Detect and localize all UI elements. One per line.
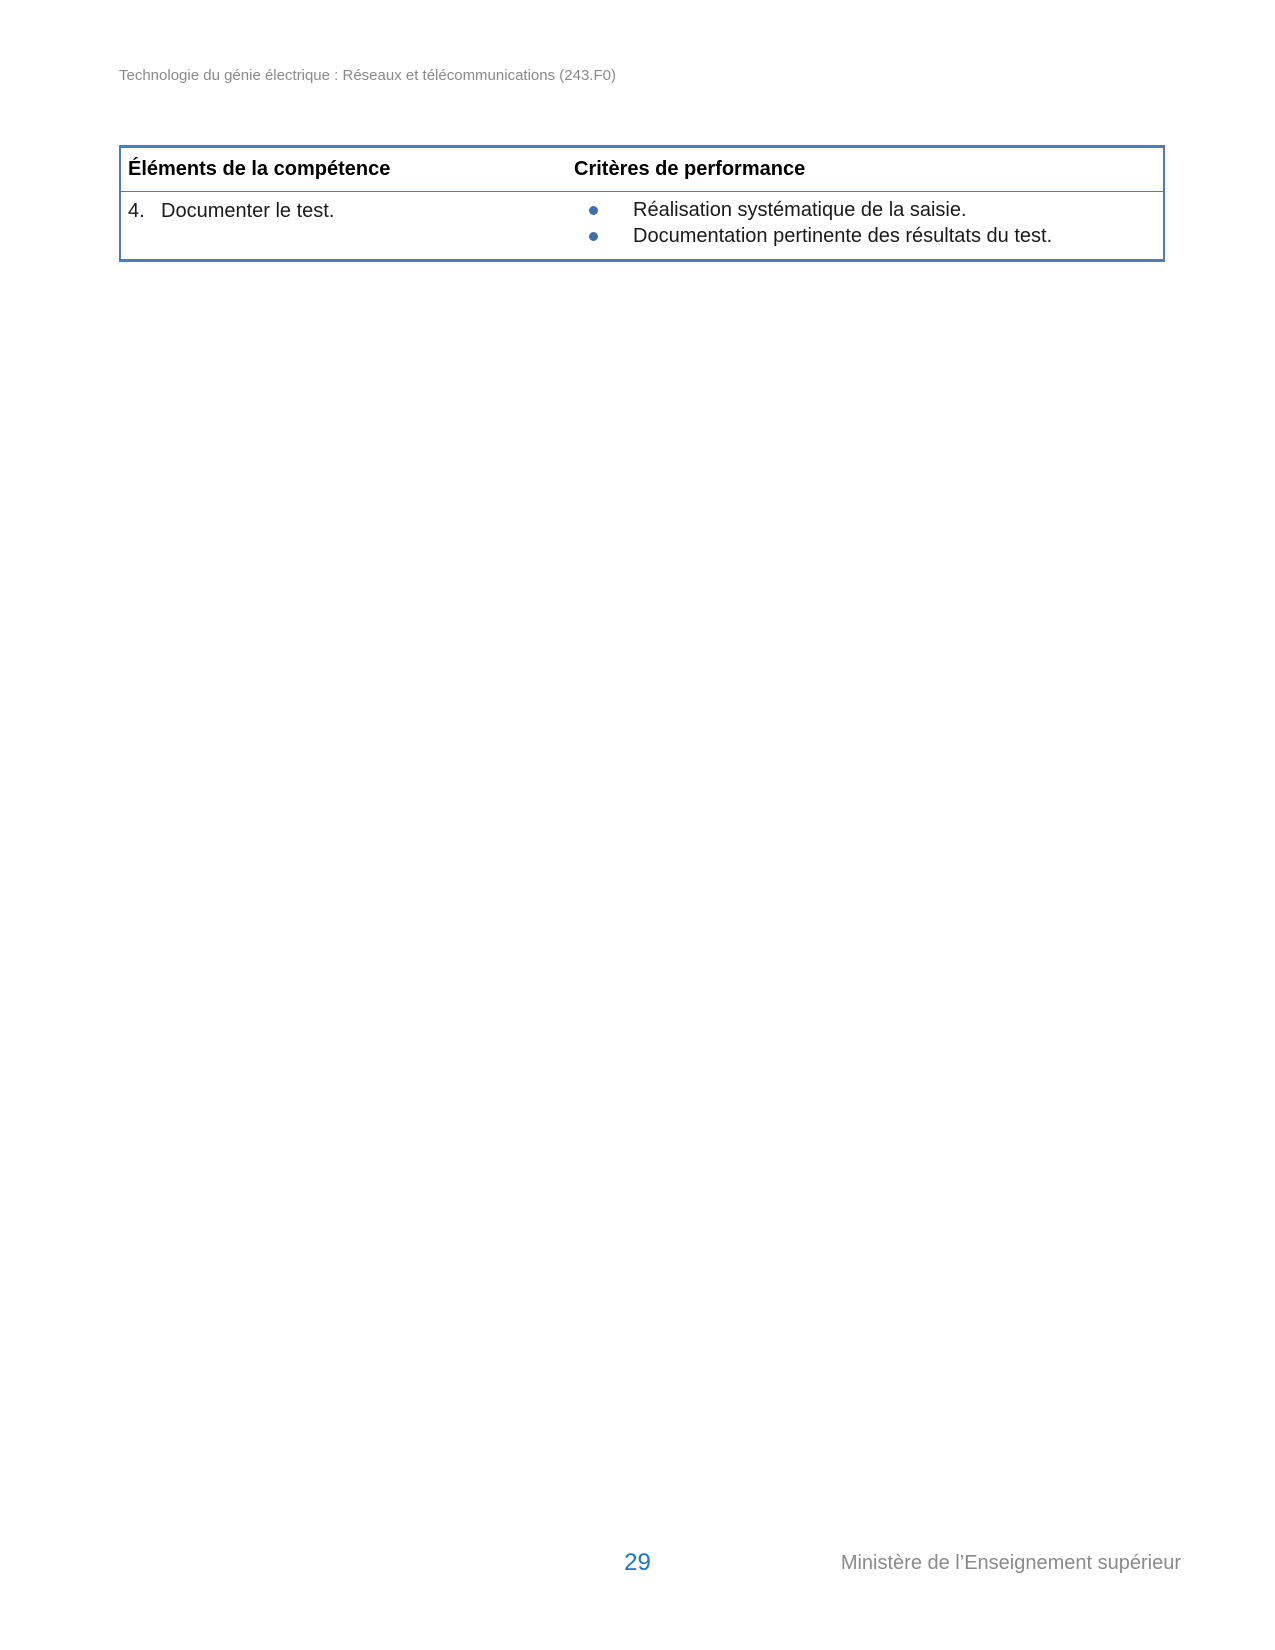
element-number: 4. [128,200,145,222]
bullet-icon [589,232,598,241]
table-row [121,192,1163,259]
element-text: Documenter le test. [161,200,335,222]
running-header: Technologie du génie électrique : Réseaux et télécommunications (243.F0) [119,67,616,84]
column-header-elements: Éléments de la compétence [128,158,391,180]
bullet-icon [589,206,598,215]
criteria-cell [567,192,1163,259]
ministry-name: Ministère de l’Enseignement supérieur [840,1552,1181,1574]
element-cell [121,192,567,259]
criteria-text: Documentation pertinente des résultats du test. [633,225,1053,247]
page-number: 29 [624,1549,651,1576]
criteria-item [567,223,1159,249]
competency-table [119,145,1165,262]
criteria-item [567,197,1159,223]
page-footer [0,1548,1275,1578]
criteria-list [567,192,1163,259]
table-header-row [121,148,1163,192]
column-header-criteria: Critères de performance [574,158,806,180]
criteria-text: Réalisation systématique de la saisie. [633,199,967,221]
